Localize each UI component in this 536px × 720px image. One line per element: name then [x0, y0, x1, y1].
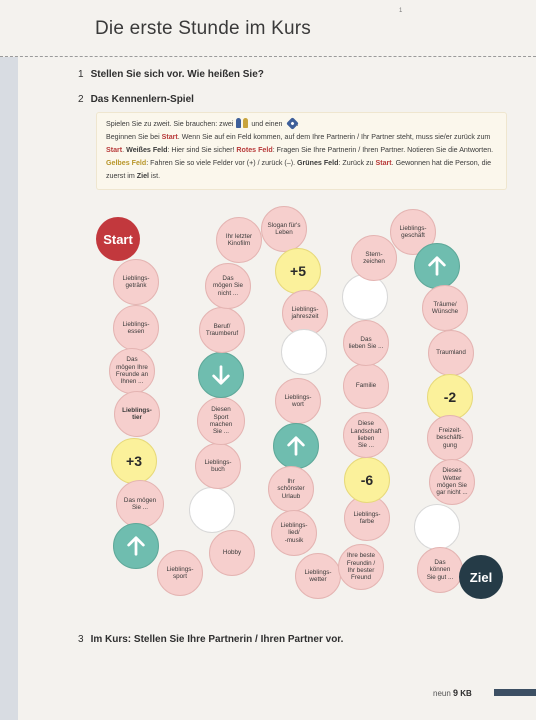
instr-yellow-field: Gelbes Feld — [106, 159, 147, 167]
board-field-green — [113, 523, 159, 569]
arrow-up-icon — [125, 535, 147, 557]
board-field-label: Slogan für's Leben — [267, 221, 301, 236]
board-field-label: Ziel — [469, 569, 493, 585]
board-field-pink — [209, 530, 255, 576]
board-field-pink — [261, 206, 307, 252]
board-field-pink — [351, 235, 397, 281]
board-field-pink — [195, 443, 241, 489]
board-field-label: Träume/ Wünsche — [431, 300, 459, 315]
board-field-label: +5 — [290, 263, 306, 279]
footer-bar — [494, 689, 536, 696]
board-field-white — [281, 329, 327, 375]
board-field-green — [273, 423, 319, 469]
instr-start-word: Start — [161, 133, 178, 141]
board-field-pink — [197, 397, 245, 445]
instr-p5: . Wenn Sie auf ein Feld kommen, auf dem Ihre Partnerin / Ihr Partner steht, muss sie/er zurück zum — [177, 133, 491, 141]
instr-p11: . Gewonnen hat die Person, die zuerst im — [106, 159, 492, 180]
page-marker: 1 — [399, 8, 403, 14]
arrow-up-icon — [426, 255, 448, 277]
instr-goal-word: Ziel — [136, 172, 149, 180]
board-field-label: Ihr schönster Urlaub — [277, 477, 305, 500]
board-field-label: Lieblings- buch — [204, 458, 232, 473]
board-field-label: Das können Sie gut ... — [426, 558, 454, 581]
instr-p1: Spielen Sie zu zweit. Sie brauchen: zwei — [106, 120, 234, 128]
board-field-label: Lieblings- tier — [122, 406, 152, 421]
board-field-pink — [114, 391, 160, 437]
board-field-label: Ihre beste Freundin / Ihr bester Freund — [346, 552, 376, 582]
board-field-label: Lieblings- essen — [122, 320, 150, 335]
board-field-label: Das mögen Sie ... — [123, 496, 157, 511]
board-field-pink — [113, 259, 159, 305]
instr-p4: Beginnen Sie bei — [106, 133, 160, 141]
board-field-pink — [275, 378, 321, 424]
board-field-pink — [338, 544, 384, 590]
board-field-pink — [343, 363, 389, 409]
task-1-number: 1 — [78, 69, 84, 80]
board-field-label: Lieblings- geschäft — [399, 224, 427, 239]
board-field-label: Dieses Wetter mögen Sie gar nicht ... — [436, 467, 468, 497]
board-field-label: Start — [103, 231, 133, 247]
board-field-pink — [417, 547, 463, 593]
board-field-white — [189, 487, 235, 533]
arrow-down-icon — [210, 364, 232, 386]
board-field-yellow — [344, 457, 390, 503]
board-field-label: Lieblings- lied/ -musik — [280, 521, 308, 544]
task-3 — [78, 634, 343, 645]
board-field-pink — [268, 466, 314, 512]
task-3-number: 3 — [78, 634, 84, 645]
board-field-label: -6 — [360, 472, 374, 488]
board-field-ziel — [459, 555, 503, 599]
board-field-label: Lieblings- wetter — [304, 568, 332, 583]
footer-code: KB — [460, 689, 472, 698]
board-field-label: Hobby — [222, 549, 242, 557]
board-field-white — [342, 274, 388, 320]
instr-p6: . — [122, 146, 125, 154]
board-field-pink — [199, 307, 245, 353]
board-field-green — [414, 243, 460, 289]
board-field-label: Lieblings- getränk — [122, 274, 150, 289]
arrow-up-icon — [285, 435, 307, 457]
instr-start-word-2: Start — [106, 146, 123, 154]
board-field-pink — [116, 480, 164, 528]
task-2-text: Das Kennenlern-Spiel — [90, 94, 194, 105]
page-title: Die erste Stunde im Kurs — [95, 18, 311, 39]
board-field-label: Diesen Sport machen Sie ... — [209, 406, 233, 436]
board-field-yellow — [275, 248, 321, 294]
board-field-pink — [343, 412, 389, 458]
board-field-label: Lieblings- sport — [166, 565, 194, 580]
board-field-pink — [271, 510, 317, 556]
task-3-text: Im Kurs: Stellen Sie Ihre Partnerin / Ihren Partner vor. — [90, 634, 344, 645]
board-field-label: Traumland — [436, 349, 466, 357]
instr-p7: : Hier sind Sie sicher! — [167, 146, 235, 154]
board-field-label: Freizeit- beschäfti- gung — [436, 426, 464, 449]
instr-start-word-3: Start — [375, 159, 392, 167]
board-field-label: Das mögen Ihre Freunde an Ihnen ... — [115, 356, 149, 386]
board-field-label: Familie — [355, 382, 377, 390]
board-field-white — [414, 504, 460, 550]
board-field-label: Lieblings- wort — [284, 393, 312, 408]
instr-p9: : Fahren Sie so viele Felder vor (+) / zurück (–). — [146, 159, 296, 167]
footer-word: neun — [433, 689, 451, 698]
page-footer — [433, 688, 472, 698]
footer-page-number: 9 — [453, 688, 459, 698]
board-field-label: Das mögen Sie nicht ... — [212, 274, 244, 297]
board-field-pink — [422, 285, 468, 331]
board-field-yellow — [111, 438, 157, 484]
board-field-label: Stern- zeichen — [363, 250, 385, 265]
board-field-pink — [205, 263, 251, 309]
task-2-number: 2 — [78, 94, 84, 105]
board-field-pink — [157, 550, 203, 596]
board-field-label: Ihr letzter Kinofilm — [225, 232, 253, 247]
board-field-pink — [216, 217, 262, 263]
instr-p10: : Zurück zu — [338, 159, 374, 167]
board-field-pink — [343, 320, 389, 366]
instr-green-field: Grünes Feld — [297, 159, 339, 167]
board-field-label: Diese Landschaft lieben Sie ... — [350, 420, 382, 450]
board-field-label: +3 — [126, 453, 142, 469]
board-field-green — [198, 352, 244, 398]
board-field-pink — [113, 305, 159, 351]
instr-red-field: Rotes Feld — [236, 146, 273, 154]
instr-p2: und einen — [251, 120, 283, 128]
board-field-yellow — [427, 374, 473, 420]
board-field-label: -2 — [443, 389, 457, 405]
board-field-pink — [428, 330, 474, 376]
instr-p12: ist. — [150, 172, 161, 180]
instr-white-field: Weißes Feld — [126, 146, 168, 154]
board-field-label: Lieblings- farbe — [353, 510, 381, 525]
board-field-start — [96, 217, 140, 261]
board-field-pink — [109, 348, 155, 394]
instr-p8: : Fragen Sie Ihre Partnerin / Ihren Partner. Notieren Sie die Antworten. — [272, 146, 494, 154]
board-field-pink — [427, 415, 473, 461]
board-field-pink — [429, 459, 475, 505]
board-field-label: Das lieben Sie ... — [348, 335, 384, 350]
board-field-label: Lieblings- jahreszeit — [291, 305, 319, 320]
board-field-pink — [295, 553, 341, 599]
board-field-label: Beruf/ Traumberuf — [205, 322, 239, 337]
task-1-text: Stellen Sie sich vor. Wie heißen Sie? — [90, 69, 264, 80]
